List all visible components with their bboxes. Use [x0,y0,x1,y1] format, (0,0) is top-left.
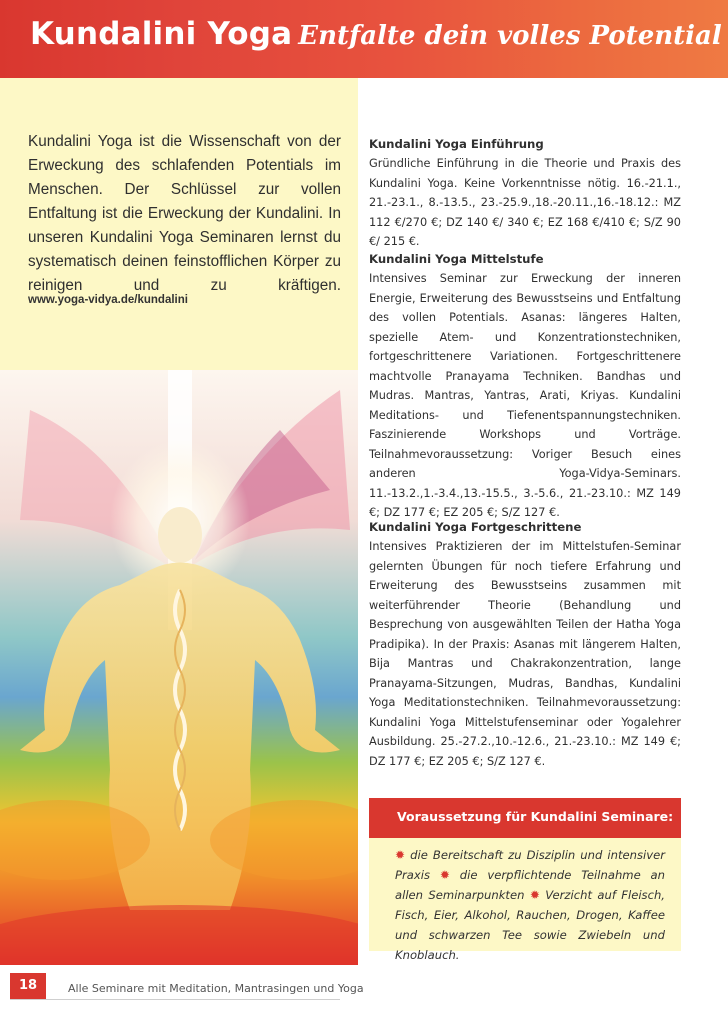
page-number-badge [10,973,46,999]
section-title: Kundalini Yoga Mittelstufe [369,252,544,266]
title-subtitle: Entfalte dein volles Potential [298,21,722,51]
section-mittelstufe [369,249,681,523]
requirements-title: Voraussetzung für Kundalini Seminare: [397,809,674,824]
footer-text: Alle Seminare mit Meditation, Mantrasingen und Yoga [68,982,364,995]
intro-text: Kundalini Yoga ist die Wissenschaft von der Erweckung des schlafenden Potentials im Menschen. Der Schlüssel zur vollen Entfaltung ist die Erweckung der Kundalini. In unseren Kundalini Yoga Seminaren lernst du systematisch deinen feinstofflichen Körper zu reinigen und zu kräftigen. [28,133,341,294]
section-title: Kundalini Yoga Fortgeschrittene [369,520,582,534]
section-body: Gründliche Einführung in die Theorie und Praxis des Kundalini Yoga. Keine Vorkenntnisse nötig. 16.-21.1., 21.-23.1., 8.-13.5., 23.-25.9.,18.-20.11.,16.-18.12.: MZ 112 €/270 €; DZ 140 €/ 340 €; EZ 168 €/410 €; S/Z 90 €/ 215 €. [369,157,681,248]
header-banner [0,0,728,78]
section-body: Intensives Seminar zur Erweckung der inneren Energie, Erweiterung des Bewusstseins und Entfaltung des vollen Potentials. Asanas: längeres Halten, spezielle Atem- und Konzentrationstechniken, fortgeschrittenere Variationen. Fortgeschrittenere machtvolle Pranayama Techniken. Bandhas und Mudras. Mantras, Yantras, Arati, Kriyas. Kundalini Meditations- und Tiefenentspannungstechniken. Faszinierende Workshops und Vorträge. Teilnahmevoraussetzung: Voriger Besuch eines anderen Yoga-Vidya-Seminars. 11.-13.2.,1.-3.4.,13.-15.5., 3.-5.6., 21.-23.10.: MZ 149 €; DZ 177 €; EZ 205 €; S/Z 127 €. [369,272,681,519]
kundalini-painting [0,370,358,965]
section-einfuehrung [369,134,681,252]
requirement-item: Verzicht auf Fleisch, Fisch, Eier, Alkohol, Rauchen, Drogen, Kaffee und schwarzen Tee sowie Zwiebeln und Knoblauch. [395,888,665,962]
section-title: Kundalini Yoga Einführung [369,137,544,151]
section-body: Intensives Praktizieren der im Mittelstufen-Seminar gelernten Übungen für noch tiefere Erfahrung und Erweiterung des Bewusstseins zusammen mit weiterführender Theorie (Behandlung und Besprechung von ausgewählten Teilen der Hatha Yoga Pradipika). In der Praxis: Asanas mit längerem Halten, Bija Mantras und Chakrakonzentration, lange Pranayama-Sitzungen, Mudras, Bandhas, Kundalini Yoga Meditationstechniken. Teilnahmevoraussetzung: Kundalini Yoga Mittelstufenseminar oder Yogalehrer Ausbildung. 25.-27.2.,10.-12.6., 21.-23.10.: MZ 149 €; DZ 177 €; EZ 205 €; S/Z 127 €. [369,540,681,768]
requirements-header [369,798,681,838]
page-number: 18 [18,978,38,993]
red-star-icon: ✹ [395,848,406,862]
requirements-list [395,845,665,965]
red-star-icon: ✹ [439,868,450,882]
requirements-box [369,798,681,962]
intro-url-link[interactable]: www.yoga-vidya.de/kundalini [28,294,188,306]
requirement-item: die verpflichtende Teilnahme an allen Seminarpunkten [395,868,666,902]
red-star-icon: ✹ [529,888,540,902]
intro-block [0,78,358,370]
requirement-item: die Bereitschaft zu Disziplin und intensiver Praxis [395,848,666,882]
section-fortgeschrittene [369,517,681,771]
page-title [30,16,722,52]
footer-divider [10,999,340,1000]
title-main: Kundalini Yoga [30,16,293,52]
